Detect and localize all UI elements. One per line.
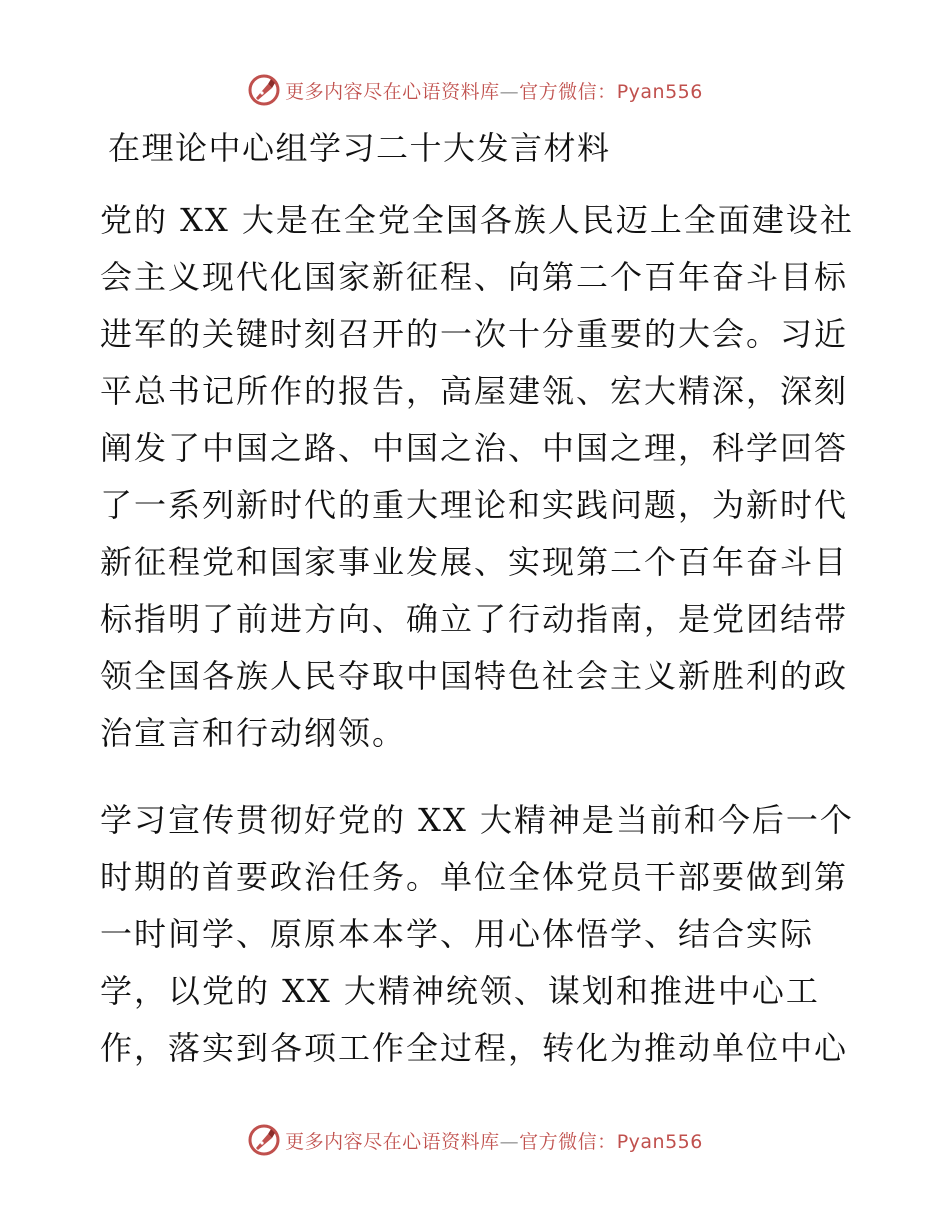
paragraph-line: 会主义现代化国家新征程、向第二个百年奋斗目标 [100, 258, 849, 296]
paragraph-line: 学，以党的 XX 大精神统领、谋划和推进中心工 [100, 972, 820, 1010]
banner-wechat-label: 官方微信： [519, 80, 617, 103]
paragraph-line: 一时间学、原原本本学、用心体悟学、结合实际 [100, 915, 815, 953]
paragraph-1 [100, 192, 860, 762]
banner-wechat-id: Pyan556 [616, 1130, 703, 1153]
footer-banner [0, 1120, 950, 1160]
paragraph-2 [100, 792, 860, 1077]
banner-dash: — [499, 1130, 520, 1153]
banner-wechat-label: 官方微信： [519, 1130, 617, 1153]
paragraph-line: 新征程党和国家事业发展、实现第二个百年奋斗目 [100, 543, 849, 581]
paragraph-line: 了一系列新时代的重大理论和实践问题，为新时代 [100, 486, 849, 524]
paragraph-line: 学习宣传贯彻好党的 XX 大精神是当前和今后一个 [100, 801, 854, 839]
pen-nib-logo-icon [247, 73, 281, 107]
pen-nib-logo-icon [247, 1123, 281, 1157]
paragraph-line: 党的 XX 大是在全党全国各族人民迈上全面建设社 [100, 201, 854, 239]
paragraph-line: 平总书记所作的报告，高屋建瓴、宏大精深，深刻 [100, 372, 849, 410]
banner-text [285, 77, 703, 104]
banner-brand-text: 更多内容尽在心语资料库 [285, 80, 500, 103]
paragraph-line: 作，落实到各项工作全过程，转化为推动单位中心 [100, 1029, 849, 1067]
banner-dash: — [499, 80, 520, 103]
paragraph-line: 治宣言和行动纲领。 [100, 714, 407, 752]
document-title: 在理论中心组学习二十大发言材料 [108, 129, 611, 167]
paragraph-line: 领全国各族人民夺取中国特色社会主义新胜利的政 [100, 657, 849, 695]
paragraph-line: 阐发了中国之路、中国之治、中国之理，科学回答 [100, 429, 849, 467]
paragraph-line: 进军的关键时刻召开的一次十分重要的大会。习近 [100, 315, 849, 353]
banner-brand-text: 更多内容尽在心语资料库 [285, 1130, 500, 1153]
banner-wechat-id: Pyan556 [616, 80, 703, 103]
paragraph-line: 标指明了前进方向、确立了行动指南，是党团结带 [100, 600, 849, 638]
header-banner [0, 70, 950, 110]
paragraph-line: 时期的首要政治任务。单位全体党员干部要做到第 [100, 858, 849, 896]
banner-text [285, 1127, 703, 1154]
